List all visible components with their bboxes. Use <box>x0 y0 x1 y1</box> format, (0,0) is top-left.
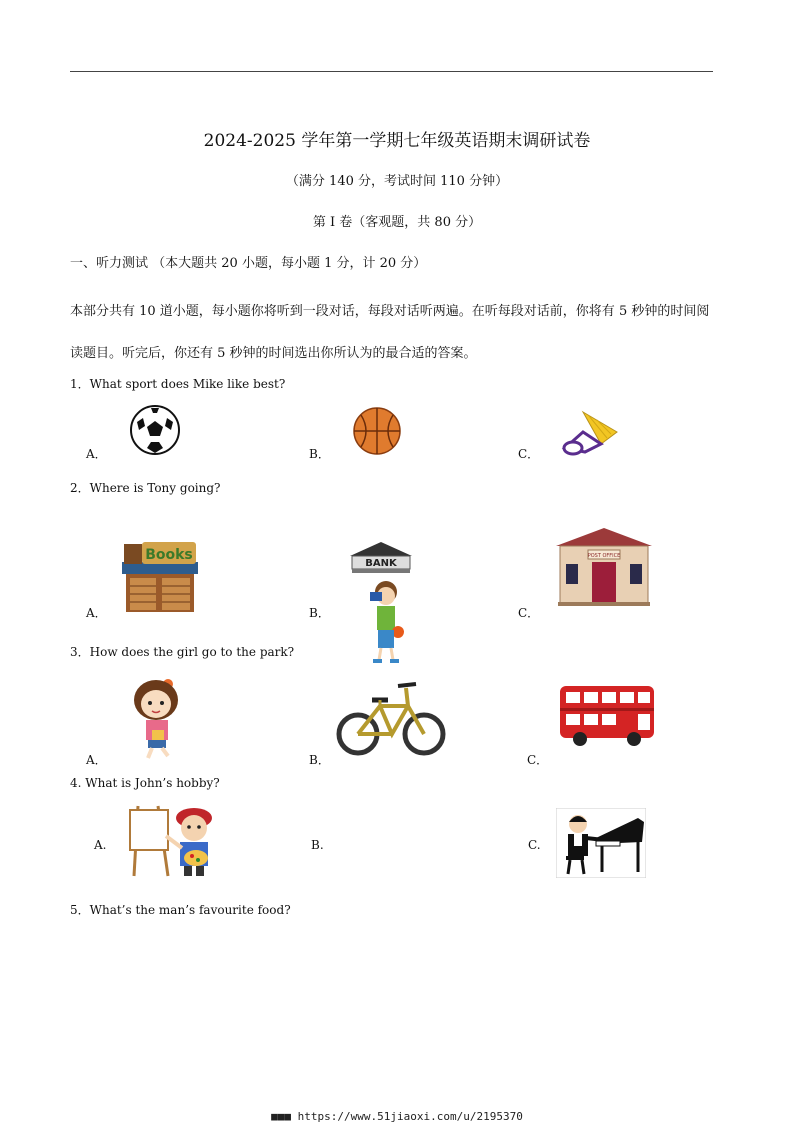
soccer-ball-icon <box>129 404 181 456</box>
question-4: 4. What is John’s hobby? <box>70 776 220 790</box>
q2-option-c[interactable]: C． <box>518 606 540 620</box>
question-5: 5．What’s the man’s favourite food? <box>70 903 291 917</box>
q4-option-c[interactable]: C. <box>528 838 541 852</box>
exam-title: 2024-2025 学年第一学期七年级英语期末调研试卷 <box>203 131 591 151</box>
bank-sign: BANK <box>365 558 397 569</box>
post-office-sign: POST OFFICE <box>587 553 621 559</box>
q3-option-a[interactable]: A． <box>86 753 107 767</box>
bookstore-icon <box>120 540 200 614</box>
top-rule <box>70 71 713 72</box>
bookstore-sign: Books <box>145 547 193 563</box>
post-office-icon <box>552 516 656 608</box>
q4-option-b[interactable]: B. <box>311 838 324 852</box>
question-2: 2．Where is Tony going? <box>70 481 221 495</box>
q3-option-c[interactable]: C． <box>527 753 549 767</box>
basketball-icon <box>352 406 402 456</box>
bank-icon <box>346 540 416 666</box>
double-decker-bus-icon <box>556 682 658 748</box>
shuttlecock-icon <box>561 404 623 456</box>
q1-option-c[interactable]: C． <box>518 447 540 461</box>
bicycle-icon <box>336 678 446 756</box>
q1-option-a[interactable]: A． <box>86 447 107 461</box>
piano-player-icon <box>556 808 646 878</box>
question-3: 3．How does the girl go to the park? <box>70 645 295 659</box>
q4-option-a[interactable]: A. <box>94 838 107 852</box>
painting-boy-icon <box>128 800 218 878</box>
q3-option-b[interactable]: B． <box>309 753 330 767</box>
q1-option-b[interactable]: B． <box>309 447 330 461</box>
part-heading: 第 I 卷（客观题，共 80 分） <box>312 215 482 230</box>
walking-girl-icon <box>128 676 188 760</box>
section-heading: 一、听力测试 （本大题共 20 小题，每小题 1 分，计 20 分） <box>70 256 427 271</box>
q2-option-a[interactable]: A． <box>86 606 107 620</box>
question-1: 1．What sport does Mike like best? <box>70 377 286 391</box>
q2-option-b[interactable]: B． <box>309 606 330 620</box>
exam-subtitle: （满分 140 分，考试时间 110 分钟） <box>285 174 509 189</box>
footer-url[interactable]: ■■■ https://www.51jiaoxi.com/u/2195370 <box>271 1110 523 1123</box>
section-intro: 本部分共有 10 道小题，每小题你将听到一段对话，每段对话听两遍。在听每段对话前，你将有 5 秒钟的时间阅读题目。听完后，你还有 5 秒钟的时间选出你所认为的最合适的答案。 <box>70 304 710 361</box>
